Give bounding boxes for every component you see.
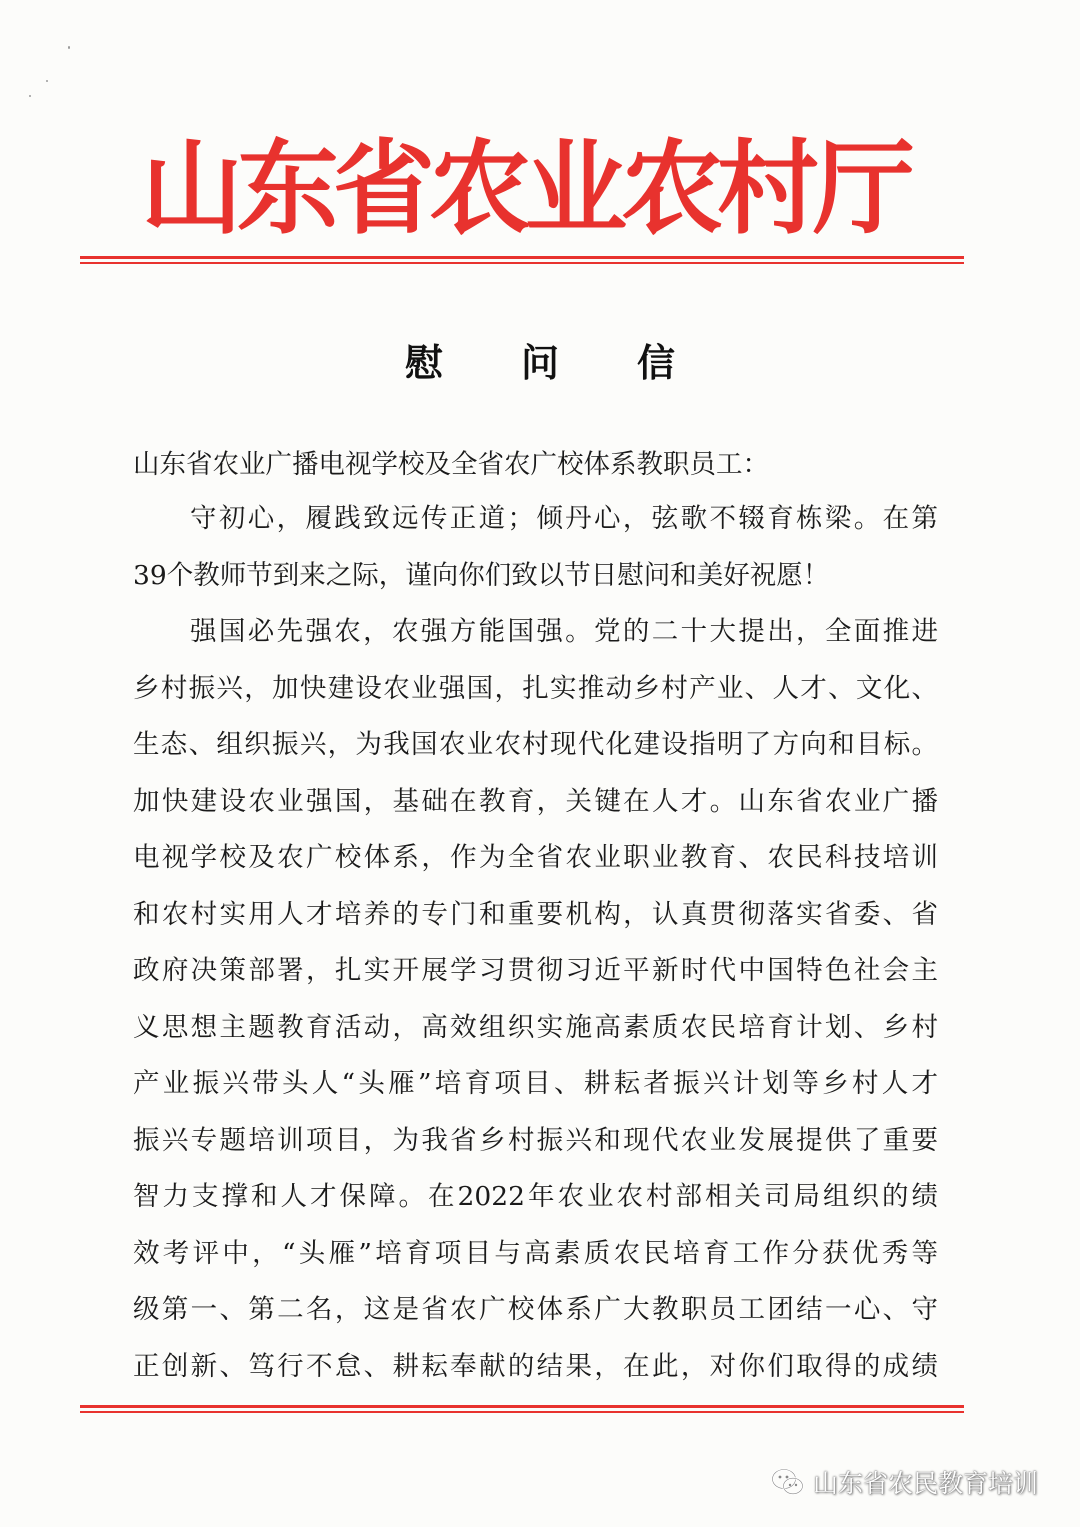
body-line: 智力支撑和人才保障。在2022年农业农村部相关司局组织的绩 <box>133 1181 938 1212</box>
masthead-organization: 山东省农业农村厅 <box>141 130 909 249</box>
body-line: 级第一、第二名，这是省农广校体系广大教职员工团结一心、守 <box>133 1294 938 1325</box>
body-line: 生态、组织振兴，为我国农业农村现代化建设指明了方向和目标。 <box>133 729 938 760</box>
footer-rule-top <box>80 1405 964 1408</box>
masthead-rule-top <box>80 256 964 259</box>
body-line: 乡村振兴，加快建设农业强国，扎实推动乡村产业、人才、文化、 <box>133 673 938 704</box>
scan-speck <box>68 46 70 49</box>
body-line: 39个教师节到来之际，谨向你们致以节日慰问和美好祝愿！ <box>133 560 830 591</box>
footer-rule-bottom <box>80 1411 964 1413</box>
body-line: 守初心，履践致远传正道；倾丹心，弦歌不辍育栋梁。在第 <box>190 503 938 534</box>
scan-speck <box>29 95 31 97</box>
watermark <box>771 1462 1038 1502</box>
body-line: 振兴专题培训项目，为我省乡村振兴和现代农业发展提供了重要 <box>133 1125 938 1156</box>
body-line: 和农村实用人才培养的专门和重要机构，认真贯彻落实省委、省 <box>133 899 938 930</box>
masthead-rule-bottom <box>80 262 964 264</box>
document-title: 慰问信 <box>404 340 753 385</box>
scan-speck <box>46 80 48 82</box>
body-line: 政府决策部署，扎实开展学习贯彻习近平新时代中国特色社会主 <box>133 955 938 986</box>
body-line: 强国必先强农，农强方能国强。党的二十大提出，全面推进 <box>190 616 938 647</box>
body-line: 电视学校及农广校体系，作为全省农业职业教育、农民科技培训 <box>133 842 938 873</box>
body-line: 产业振兴带头人“头雁”培育项目、耕耘者振兴计划等乡村人才 <box>133 1068 938 1099</box>
body-line: 义思想主题教育活动，高效组织实施高素质农民培育计划、乡村 <box>133 1012 938 1043</box>
watermark-text: 山东省农民教育培训 <box>812 1469 1038 1498</box>
body-line: 效考评中，“头雁”培育项目与高素质农民培育工作分获优秀等 <box>133 1238 938 1269</box>
salutation: 山东省农业广播电视学校及全省农广校体系教职员工： <box>133 449 769 480</box>
body-line: 加快建设农业强国，基础在教育，关键在人才。山东省农业广播 <box>133 786 938 817</box>
body-line: 正创新、笃行不怠、耕耘奉献的结果，在此，对你们取得的成绩 <box>133 1351 938 1382</box>
wechat-icon <box>771 1467 805 1497</box>
